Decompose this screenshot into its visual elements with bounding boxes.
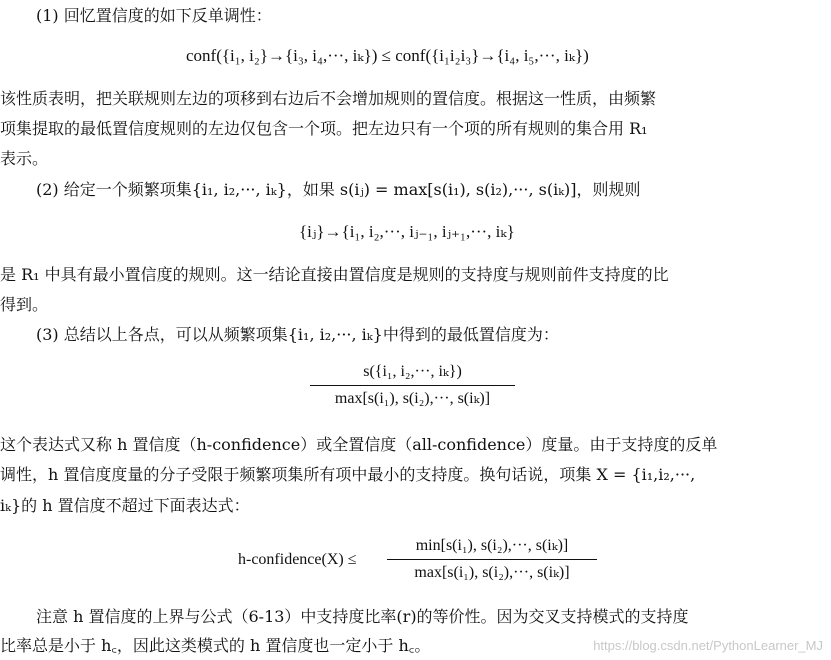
paragraph-1-line-3: 表示。 [0, 149, 49, 168]
paragraph-3-line-2: 调性，h 置信度度量的分子受限于频繁项集所有项中最小的支持度。换句话说，项集 X = {i₁,i₂,···, [0, 465, 696, 484]
formula-2: {iⱼ}→{i₁, i₂,···, iⱼ₋₁, iⱼ₊₁,···, iₖ} [299, 222, 515, 241]
item-1-intro: (1) 回忆置信度的如下反单调性： [36, 6, 272, 25]
paragraph-1-line-2: 项集提取的最低置信度规则的左边仅包含一个项。把左边只有一个项的所有规则的集合用 R₁ [0, 119, 648, 138]
fraction-1-bar [310, 385, 515, 386]
paragraph-1-line-1: 该性质表明，把关联规则左边的项移到右边后不会增加规则的置信度。根据这一性质，由频繁 [0, 89, 657, 108]
fraction-2-bar [387, 559, 597, 560]
paragraph-2-line-2: 得到。 [0, 295, 49, 314]
formula-1: conf({i₁, i₂}→{i₃, i₄,···, iₖ}) ≤ conf({i₁i₂i₃}→{i₄, i₅,···, iₖ}) [186, 46, 589, 65]
minimum-confidence-fraction [310, 361, 515, 410]
fraction-1-numerator: s({i₁, i₂,···, iₖ}) [363, 363, 462, 380]
paragraph-4-line-1: 注意 h 置信度的上界与公式（6-13）中支持度比率(r)的等价性。因为交叉支持模式的支持度 [36, 607, 689, 626]
watermark-url: https://blog.csdn.net/PythonLearner_MJ [593, 638, 823, 653]
item-2-line: (2) 给定一个频繁项集{i₁, i₂,···, iₖ}，如果 s(iⱼ) = max[s(i₁), s(i₂),···, s(iₖ)]，则规则 [36, 180, 641, 199]
fraction-2-numerator: min[s(i₁), s(i₂),···, s(iₖ)] [415, 537, 569, 554]
paragraph-4-line-2: 比率总是小于 h꜀，因此这类模式的 h 置信度也一定小于 h꜀。 [0, 636, 431, 655]
fraction-1-denominator: max[s(i₁), s(i₂),···, s(iₖ)] [334, 390, 491, 407]
paragraph-3-line-1: 这个表达式又称 h 置信度（h-confidence）或全置信度（all-confidence）度量。由于支持度的反单 [0, 435, 718, 454]
paragraph-2-line-1: 是 R₁ 中具有最小置信度的规则。这一结论直接由置信度是规则的支持度与规则前件支持度的比 [0, 265, 669, 284]
h-confidence-fraction [387, 535, 597, 584]
paragraph-3-line-3: iₖ}的 h 置信度不超过下面表达式： [0, 496, 250, 515]
fraction-2-denominator: max[s(i₁), s(i₂),···, s(iₖ)] [414, 564, 570, 581]
item-3-line: (3) 总结以上各点，可以从频繁项集{i₁, i₂,···, iₖ}中得到的最低置信度为： [36, 325, 559, 344]
h-confidence-lhs: h-confidence(X) ≤ [238, 551, 357, 568]
